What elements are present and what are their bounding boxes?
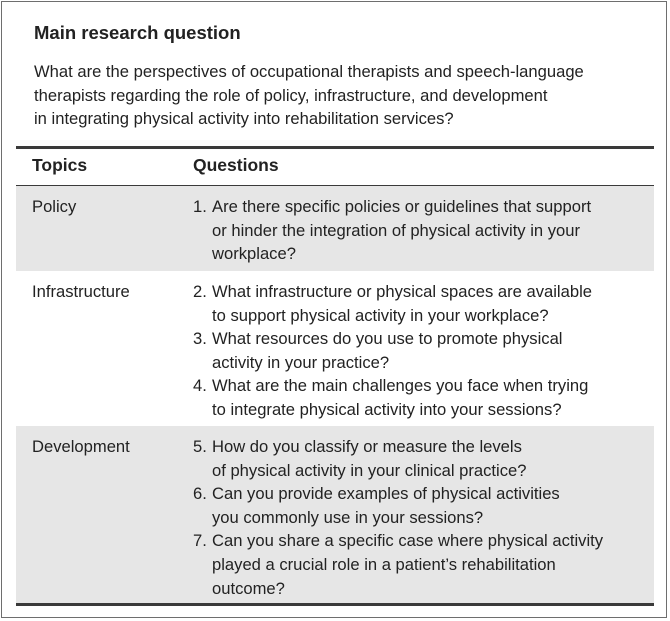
question-item	[193, 482, 603, 529]
question-text: outcome?	[212, 578, 285, 598]
question-number: 4.	[193, 376, 207, 396]
question-number: 1.	[193, 197, 207, 216]
question-text: How do you classify or measure the levels	[212, 437, 522, 456]
question-text: of physical activity in your clinical practice?	[212, 460, 527, 480]
section-heading: Main research question	[34, 22, 241, 43]
topic-cell: Development	[32, 437, 130, 456]
question-text: activity in your practice?	[212, 352, 390, 372]
question-text: to integrate physical activity into your sessions?	[212, 399, 562, 419]
question-number: 6.	[193, 484, 207, 504]
question-line: What are the perspectives of occupational therapists and speech-language	[34, 62, 584, 81]
question-text: you commonly use in your sessions?	[212, 507, 484, 527]
table-header	[16, 149, 654, 185]
question-item	[193, 374, 592, 421]
question-text: What resources do you use to promote physical	[212, 329, 563, 349]
question-item	[193, 327, 592, 374]
question-item	[193, 435, 603, 482]
question-number: 7.	[193, 531, 207, 551]
table-bottom-rule	[16, 603, 654, 606]
table-row-development	[16, 426, 654, 603]
question-text: What are the main challenges you face when trying	[212, 376, 589, 396]
header-topics: Topics	[32, 154, 88, 175]
question-number: 5.	[193, 437, 207, 456]
questions-cell	[193, 435, 603, 600]
question-text: Can you share a specific case where physical activity	[212, 531, 604, 551]
question-text: What infrastructure or physical spaces are available	[212, 282, 592, 301]
main-research-question	[34, 60, 644, 131]
question-text: played a crucial role in a patient’s rehabilitation	[212, 554, 556, 574]
question-text: to support physical activity in your workplace?	[212, 305, 549, 325]
question-item	[193, 280, 592, 327]
topic-cell: Infrastructure	[32, 282, 130, 301]
question-text: Are there specific policies or guidelines that support	[212, 197, 592, 216]
questions-cell	[193, 280, 592, 422]
question-text: or hinder the integration of physical activity in your	[212, 220, 581, 240]
question-line: therapists regarding the role of policy, infrastructure, and development	[34, 85, 548, 105]
table-row-infrastructure	[16, 271, 654, 426]
questions-cell	[193, 195, 591, 266]
question-text: Can you provide examples of physical activities	[212, 484, 560, 504]
question-text: workplace?	[212, 244, 296, 264]
table-row-policy	[16, 186, 654, 271]
question-number: 3.	[193, 329, 207, 349]
question-item	[193, 195, 591, 266]
topic-cell: Policy	[32, 197, 77, 216]
question-item	[193, 529, 603, 600]
question-line: in integrating physical activity into rehabilitation services?	[34, 109, 454, 129]
question-number: 2.	[193, 282, 207, 301]
topics-questions-table	[16, 146, 654, 606]
header-questions: Questions	[193, 154, 279, 175]
